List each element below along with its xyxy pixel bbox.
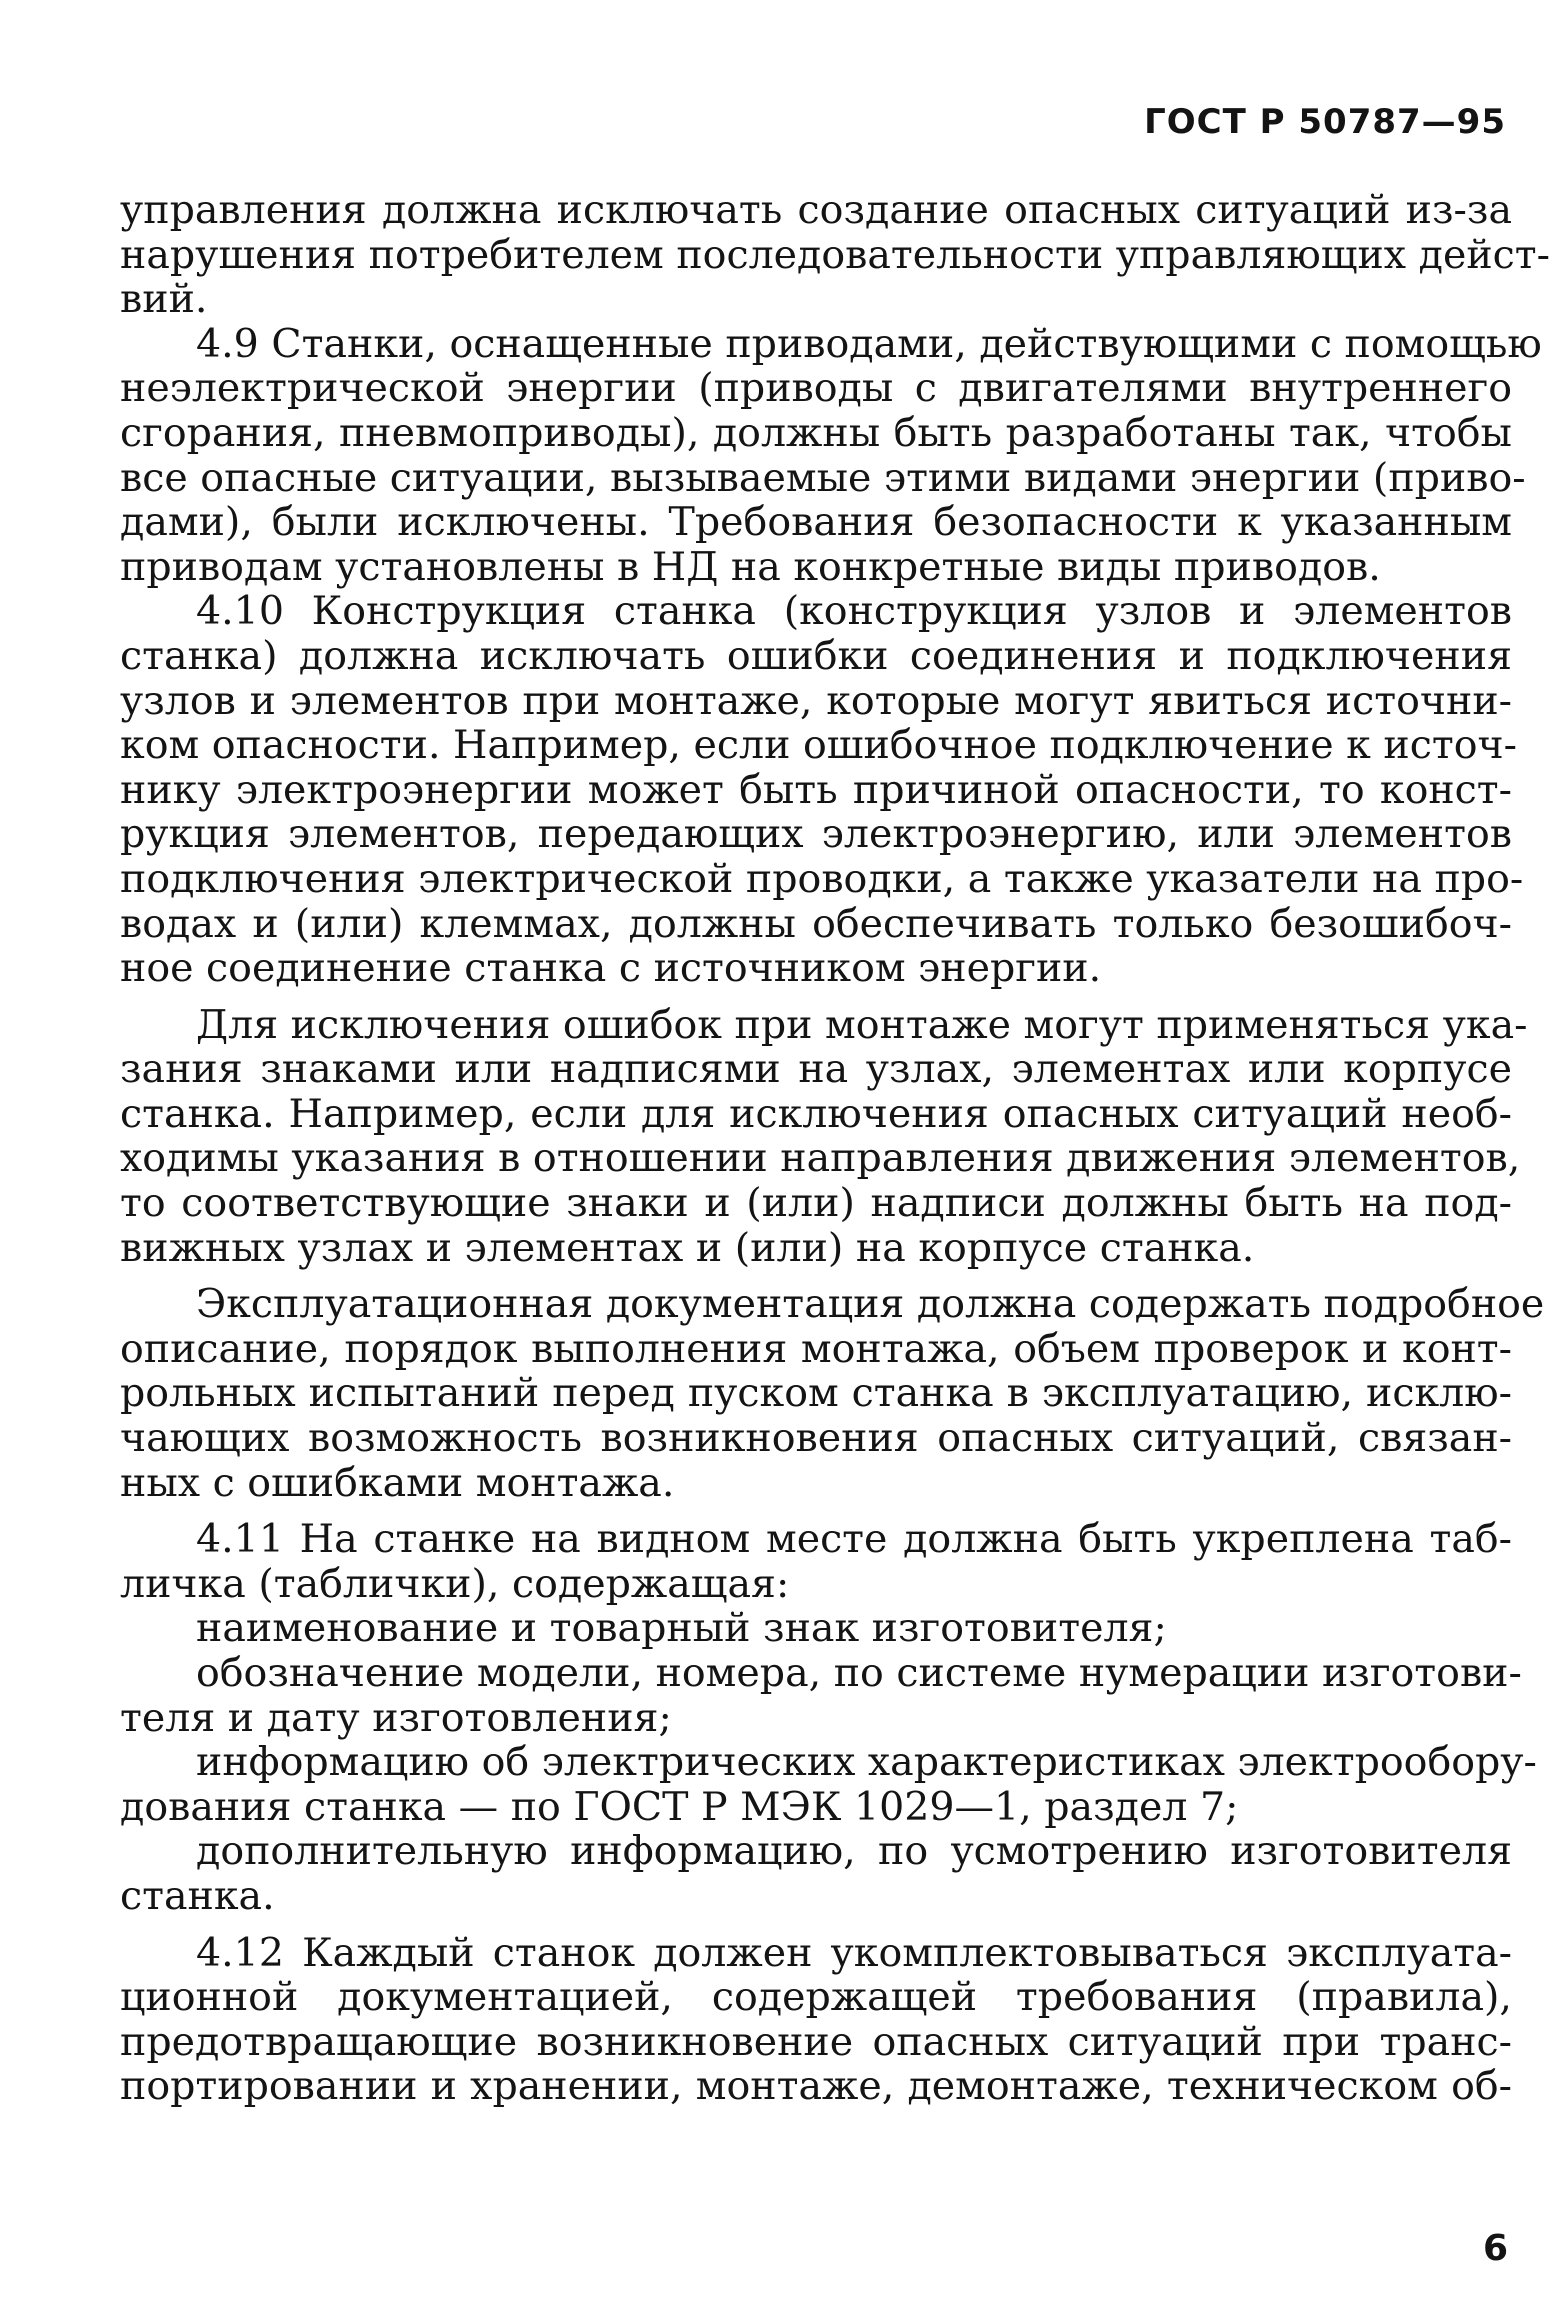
list-item: обозначение модели, номера, по системе нумерации изготови- bbox=[196, 1650, 1522, 1696]
clause-4-12-start: 4.12 Каждый станок должен укомплектовываться эксплуата- bbox=[196, 1929, 1512, 1976]
text-line: узлов и элементов при монтаже, которые могут явиться источни- bbox=[120, 677, 1512, 724]
clause-4-9-start: 4.9 Станки, оснащенные приводами, действующими с помощью bbox=[196, 320, 1542, 367]
text-line: водах и (или) клеммах, должны обеспечивать только безошибоч- bbox=[120, 900, 1512, 947]
text-line: вий. bbox=[120, 276, 208, 323]
list-item: наименование и товарный знак изготовителя; bbox=[196, 1605, 1167, 1652]
text-line: ходимы указания в отношении направления движения элементов, bbox=[120, 1135, 1521, 1182]
page-number: 6 bbox=[1482, 2228, 1508, 2269]
text-line: зания знаками или надписями на узлах, элементах или корпусе bbox=[120, 1046, 1512, 1093]
text-line: подключения электрической проводки, а также указатели на про- bbox=[120, 855, 1524, 902]
text-line: станка. Например, если для исключения опасных ситуаций необ- bbox=[120, 1090, 1512, 1137]
text-line: вижных узлах и элементах и (или) на корпусе станка. bbox=[120, 1224, 1255, 1271]
text-line: ционной документацией, содержащей требования (правила), bbox=[120, 1974, 1512, 2021]
list-item: информацию об электрических характеристиках электрообору- bbox=[196, 1739, 1537, 1786]
document-body bbox=[120, 187, 1550, 2110]
text-line: ное соединение станка с источником энергии. bbox=[120, 945, 1102, 992]
text-line: неэлектрической энергии (приводы с двигателями внутреннего bbox=[120, 365, 1512, 412]
text-line: чающих возможность возникновения опасных ситуаций, связан- bbox=[120, 1415, 1512, 1462]
text-line: теля и дату изготовления; bbox=[120, 1694, 672, 1741]
text-line: ных с ошибками монтажа. bbox=[120, 1459, 675, 1506]
text-line: дами), были исключены. Требования безопасности к указанным bbox=[120, 499, 1512, 546]
text-line: рукция элементов, передающих электроэнергию, или элементов bbox=[120, 811, 1512, 858]
text-line: предотвращающие возникновение опасных ситуаций при транс- bbox=[120, 2018, 1512, 2065]
text-line: личка (таблички), содержащая: bbox=[120, 1560, 790, 1607]
text-line: приводам установлены в НД на конкретные виды приводов. bbox=[120, 543, 1381, 590]
text-line: то соответствующие знаки и (или) надписи должны быть на под- bbox=[120, 1180, 1512, 1227]
paragraph-documentation-start: Эксплуатационная документация должна содержать подробное bbox=[196, 1281, 1545, 1328]
text-line: портировании и хранении, монтаже, демонтаже, техническом об- bbox=[120, 2063, 1512, 2110]
text-line: станка) должна исключать ошибки соединения и подключения bbox=[120, 632, 1512, 679]
document-header-code: ГОСТ Р 50787—95 bbox=[1144, 102, 1506, 142]
text-line: управления должна исключать создание опасных ситуаций из-за bbox=[120, 187, 1512, 233]
paragraph-mounting-start: Для исключения ошибок при монтаже могут применяться ука- bbox=[196, 1001, 1528, 1048]
clause-4-10-start: 4.10 Конструкция станка (конструкция узлов и элементов bbox=[196, 588, 1512, 635]
text-line: нику электроэнергии может быть причиной опасности, то конст- bbox=[120, 766, 1512, 813]
text-line: дования станка — по ГОСТ Р МЭК 1029—1, раздел 7; bbox=[120, 1783, 1239, 1830]
list-item: дополнительную информацию, по усмотрению изготовителя bbox=[196, 1828, 1512, 1875]
text-line: станка. bbox=[120, 1872, 275, 1919]
text-line: нарушения потребителем последовательности управляющих дейст- bbox=[120, 231, 1550, 278]
text-line: рольных испытаний перед пуском станка в эксплуатацию, исклю- bbox=[120, 1370, 1512, 1417]
text-line: описание, порядок выполнения монтажа, объем проверок и конт- bbox=[120, 1325, 1512, 1372]
text-line: все опасные ситуации, вызываемые этими видами энергии (приво- bbox=[120, 454, 1526, 501]
clause-4-11-start: 4.11 На станке на видном месте должна быть укреплена таб- bbox=[196, 1516, 1512, 1563]
text-line: ком опасности. Например, если ошибочное подключение к источ- bbox=[120, 722, 1517, 769]
text-line: сгорания, пневмоприводы), должны быть разработаны так, чтобы bbox=[120, 409, 1512, 456]
